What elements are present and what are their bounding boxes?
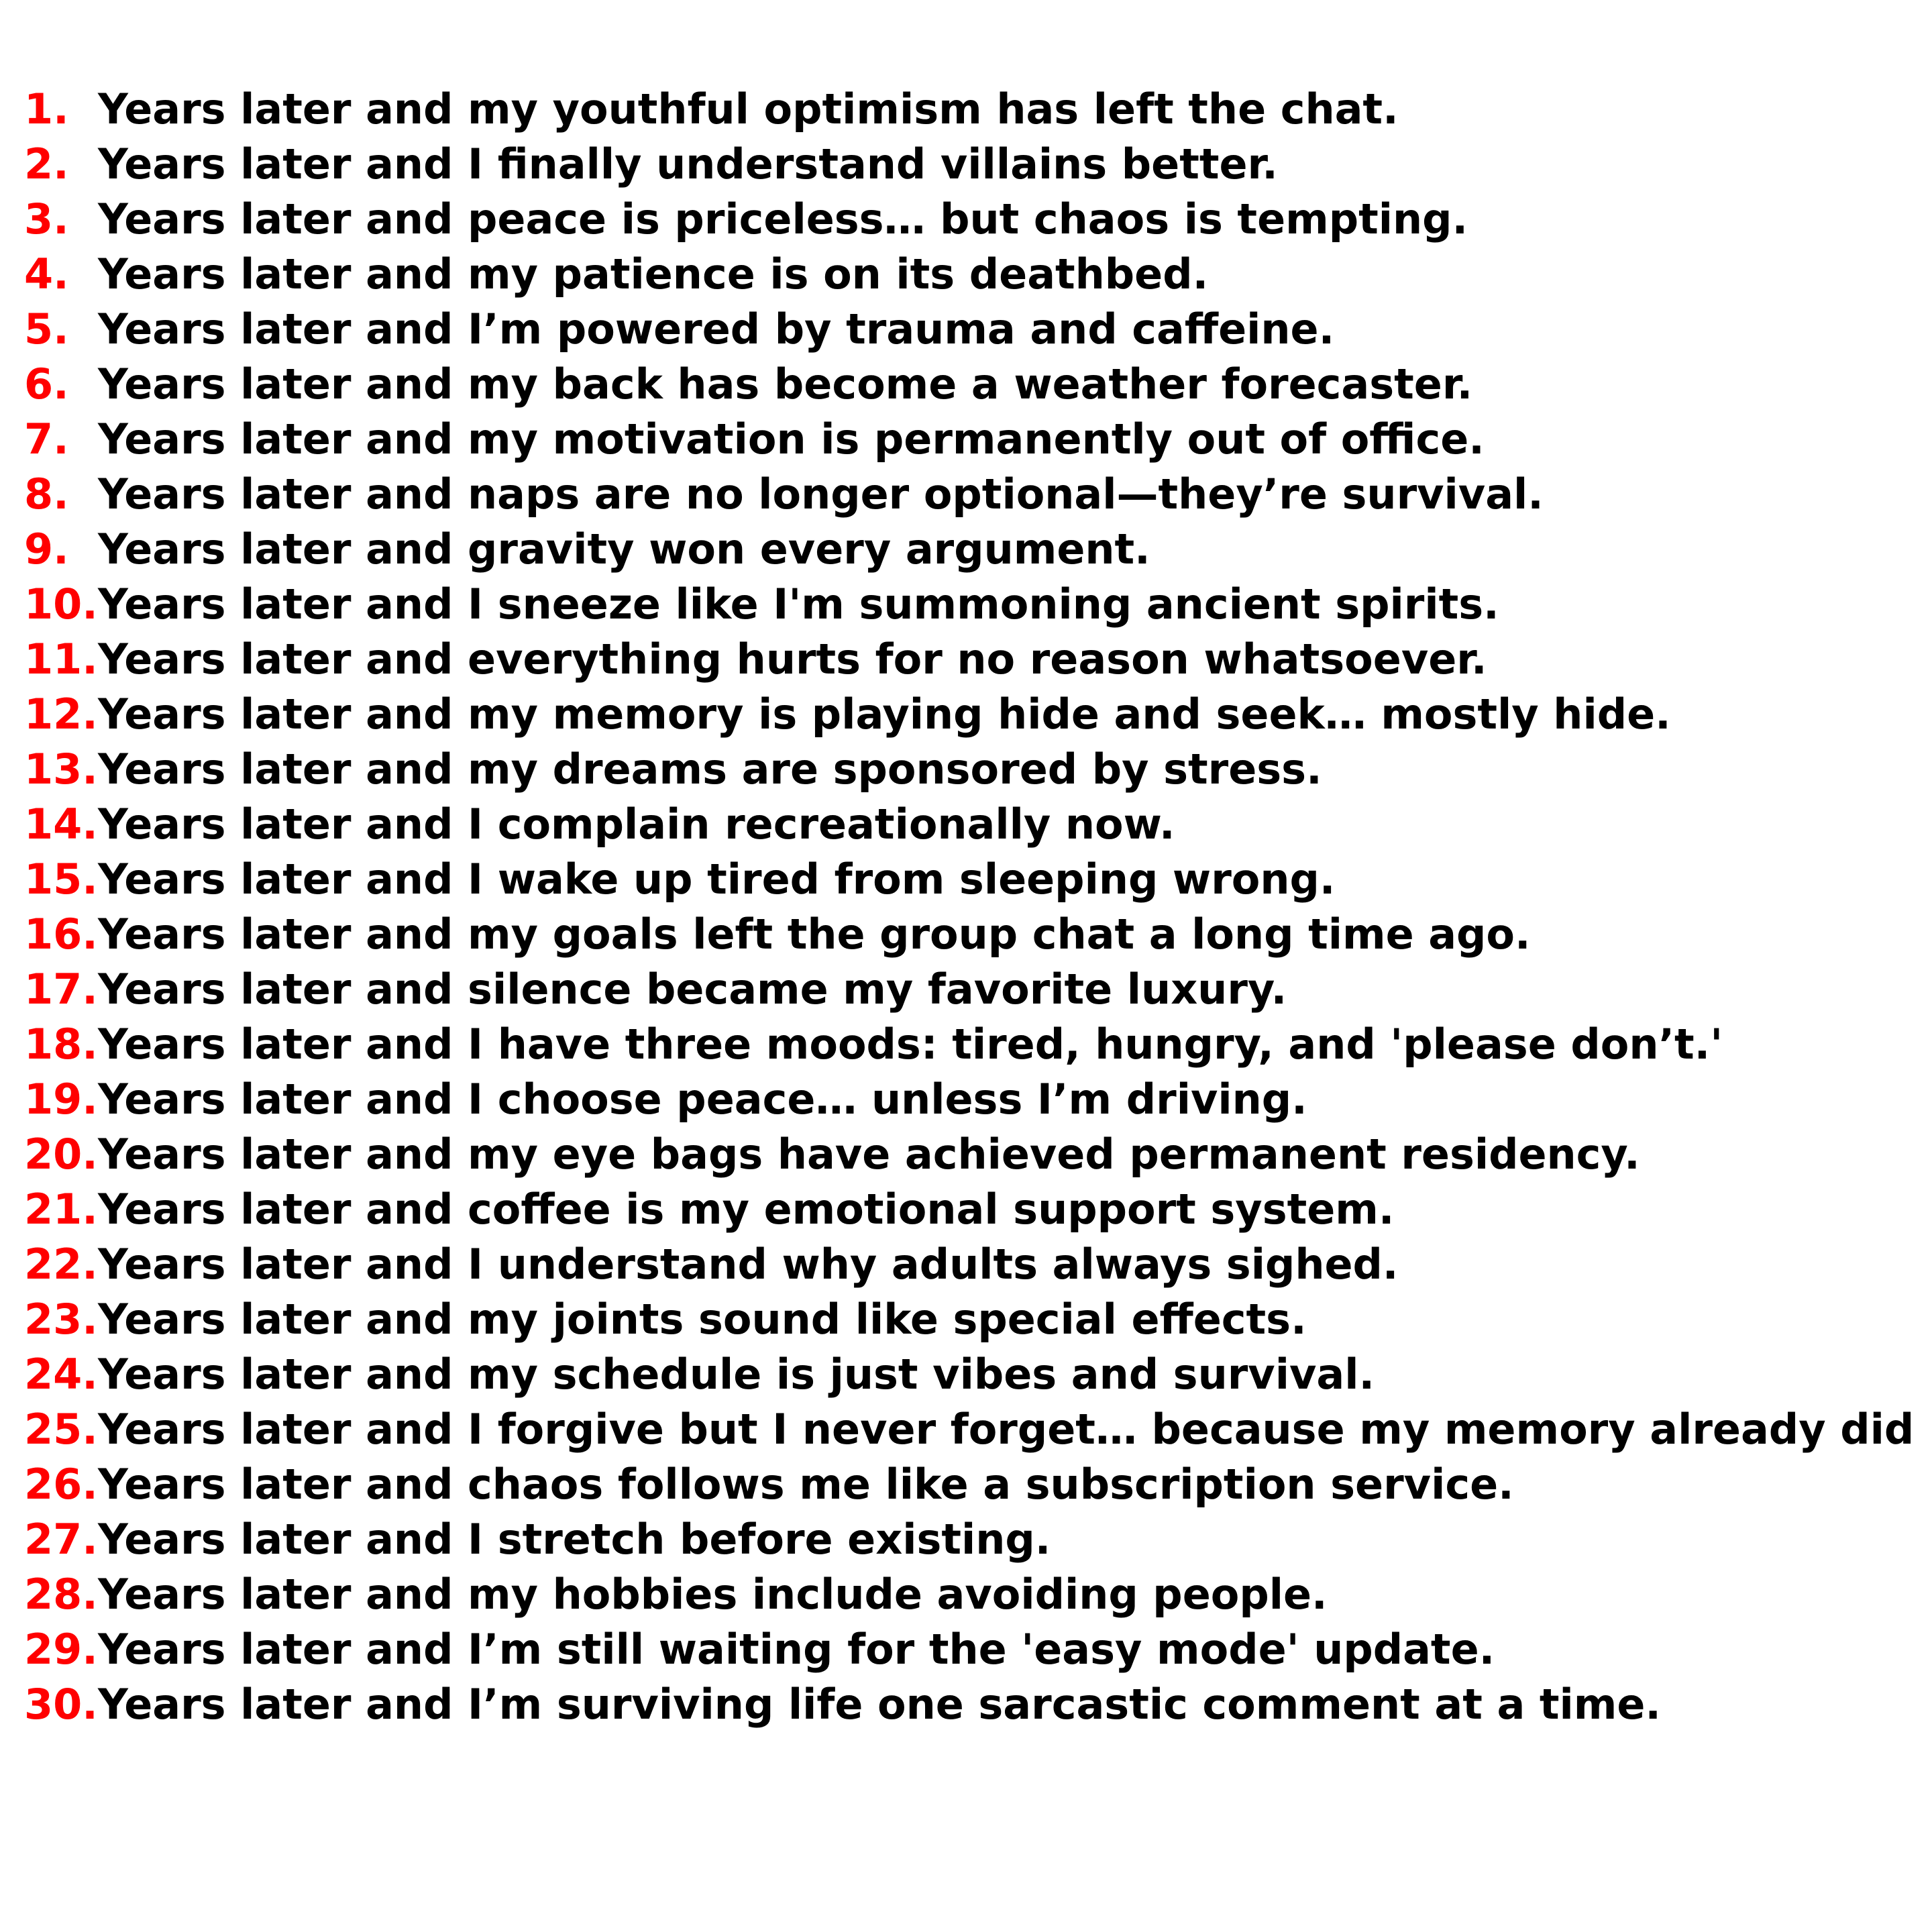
list-item [24,82,1932,137]
list-item [24,632,1932,687]
item-number: 2. [24,140,69,189]
list-item [24,577,1932,632]
list-item [24,1567,1932,1622]
item-text: Years later and I wake up tired from sleeping wrong. [98,855,1336,904]
item-text: Years later and my youthful optimism has left the chat. [98,85,1399,133]
list-item [24,247,1932,302]
item-number: 27. [24,1515,98,1564]
item-text: Years later and my dreams are sponsored by stress. [98,745,1322,794]
list-item [24,907,1932,962]
list-item [24,742,1932,797]
item-text: Years later and I forgive but I never forget… because my memory already did [98,1405,1915,1454]
item-text: Years later and my memory is playing hide and seek… mostly hide. [98,690,1671,739]
item-text: Years later and gravity won every argument. [98,525,1150,574]
item-number: 7. [24,415,69,464]
item-number: 12. [24,690,98,739]
item-number: 4. [24,250,69,299]
item-number: 1. [24,85,69,133]
item-text: Years later and my schedule is just vibes and survival. [98,1350,1375,1399]
item-number: 20. [24,1130,98,1179]
item-number: 6. [24,360,69,409]
list-item [24,1622,1932,1677]
item-number: 30. [24,1680,98,1729]
item-number: 24. [24,1350,98,1399]
list-item [24,1512,1932,1567]
list-item [24,522,1932,577]
list-item [24,357,1932,412]
item-text: Years later and my goals left the group chat a long time ago. [98,910,1531,959]
list-item [24,687,1932,742]
item-text: Years later and my joints sound like special effects. [98,1295,1307,1344]
item-text: Years later and I stretch before existing. [98,1515,1051,1564]
item-number: 5. [24,305,69,354]
list-item [24,1127,1932,1182]
item-text: Years later and silence became my favorite luxury. [98,965,1287,1014]
item-number: 21. [24,1185,98,1234]
item-number: 8. [24,470,69,519]
item-number: 22. [24,1240,98,1289]
list-item [24,962,1932,1017]
item-number: 28. [24,1570,98,1619]
list-item [24,1457,1932,1512]
list-item [24,1072,1932,1127]
item-number: 17. [24,965,98,1014]
item-number: 29. [24,1625,98,1674]
item-number: 3. [24,195,69,244]
numbered-list [24,82,1932,1732]
item-number: 18. [24,1020,98,1069]
item-text: Years later and coffee is my emotional support system. [98,1185,1395,1234]
item-text: Years later and I understand why adults always sighed. [98,1240,1399,1289]
list-item [24,1237,1932,1292]
list-item [24,1017,1932,1072]
item-text: Years later and I sneeze like I'm summoning ancient spirits. [98,580,1499,629]
list-item [24,412,1932,467]
item-text: Years later and my eye bags have achieved permanent residency. [98,1130,1640,1179]
item-text: Years later and my motivation is permanently out of office. [98,415,1485,464]
item-text: Years later and I complain recreationally now. [98,800,1175,849]
list-item [24,1182,1932,1237]
item-text: Years later and everything hurts for no reason whatsoever. [98,635,1487,684]
item-number: 14. [24,800,98,849]
item-text: Years later and I’m surviving life one sarcastic comment at a time. [98,1680,1661,1729]
list-item [24,467,1932,522]
item-text: Years later and my back has become a weather forecaster. [98,360,1473,409]
item-number: 9. [24,525,69,574]
item-text: Years later and I’m still waiting for the 'easy mode' update. [98,1625,1495,1674]
item-number: 25. [24,1405,98,1454]
item-text: Years later and I choose peace… unless I’m driving. [98,1075,1307,1124]
list-item [24,1677,1932,1732]
item-number: 15. [24,855,98,904]
list-item [24,137,1932,192]
item-text: Years later and I finally understand villains better. [98,140,1278,189]
item-text: Years later and my hobbies include avoiding people. [98,1570,1328,1619]
list-item [24,1347,1932,1402]
item-text: Years later and chaos follows me like a subscription service. [98,1460,1514,1509]
item-number: 19. [24,1075,98,1124]
item-number: 23. [24,1295,98,1344]
item-text: Years later and I’m powered by trauma and caffeine. [98,305,1335,354]
item-number: 26. [24,1460,98,1509]
list-item [24,302,1932,357]
item-text: Years later and I have three moods: tired, hungry, and 'please don’t.' [98,1020,1723,1069]
item-number: 10. [24,580,98,629]
list-item [24,852,1932,907]
list-item [24,192,1932,247]
item-text: Years later and my patience is on its deathbed. [98,250,1209,299]
item-text: Years later and naps are no longer optional—they’re survival. [98,470,1544,519]
list-item [24,1402,1932,1457]
item-number: 11. [24,635,98,684]
item-number: 16. [24,910,98,959]
item-number: 13. [24,745,98,794]
list-item [24,797,1932,852]
list-item [24,1292,1932,1347]
item-text: Years later and peace is priceless… but chaos is tempting. [98,195,1468,244]
